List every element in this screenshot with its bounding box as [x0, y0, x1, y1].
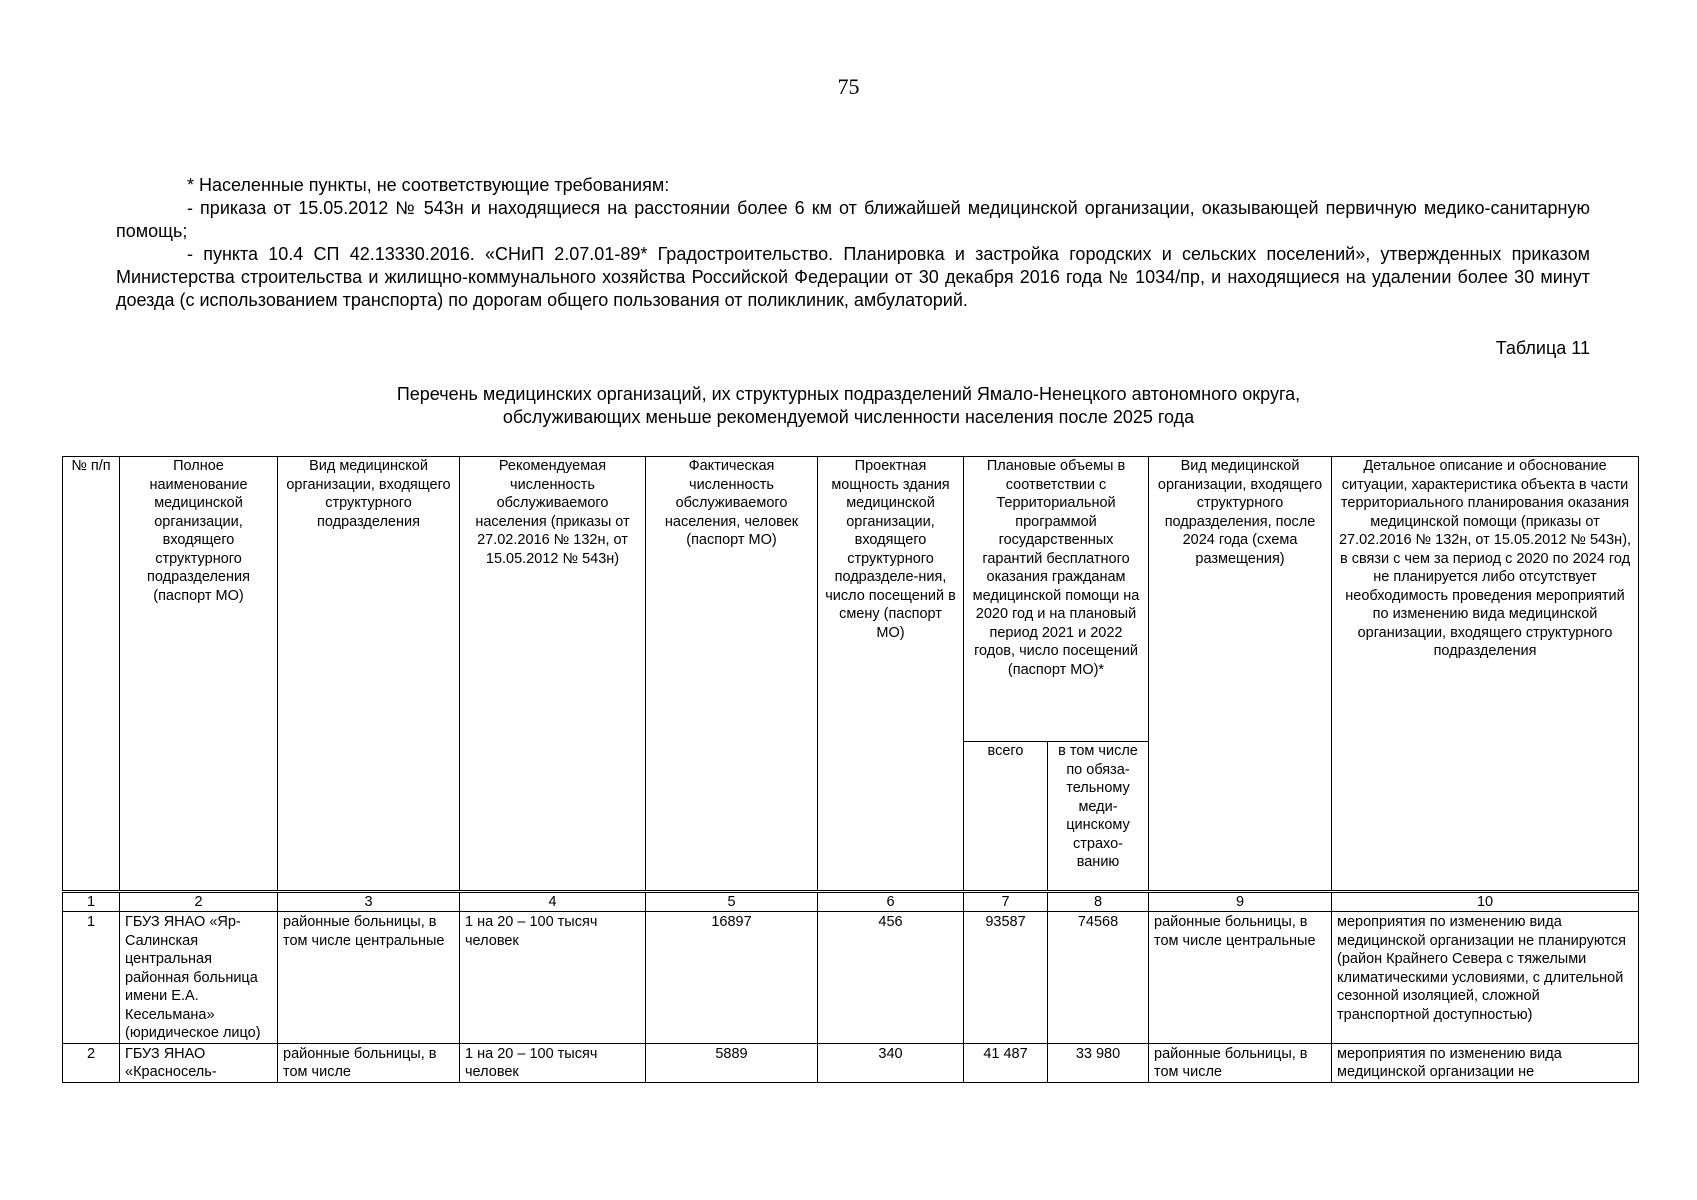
row-number: 2: [63, 1043, 120, 1082]
organizations-table: [62, 456, 1639, 1083]
footnote-block: [116, 174, 1590, 312]
row-number: 1: [63, 912, 120, 1044]
table-row: [63, 1043, 1639, 1082]
org-type-after-2024: районные больницы, в том числе центральные: [1149, 912, 1332, 1044]
footnote-item-snip: - пункта 10.4 СП 42.13330.2016. «СНиП 2.07.01-89* Градостроительство. Планировка и застройка городских и сельских поселений», утвержденных приказом Министерства строительства и жилищно-коммунального хозяйства Российской Федерации от 30 декабря 2016 года № 1034/пр, и находящиеся на удалении более 30 минут доезда (с использованием транспорта) по дорогам общего пользования от поликлиник, амбулаторий.: [116, 244, 1590, 310]
org-type: районные больницы, в том числе центральные: [278, 912, 460, 1044]
table-label: Таблица 11: [1495, 338, 1590, 358]
footnote-item-order: - приказа от 15.05.2012 № 543н и находящиеся на расстоянии более 6 км от ближайшей медицинской организации, оказывающей первичную медико-санитарную помощь;: [116, 198, 1590, 241]
recommended-population: 1 на 20 – 100 тысяч человек: [460, 1043, 646, 1082]
header-description: Детальное описание и обоснование ситуации, характеристика объекта в части территориального планирования оказания медицинской помощи (приказы от 27.02.2016 № 132н, от 15.05.2012 № 543н), в связи с чем за период с 2020 по 2024 год не планируется либо отсутствует необходимость проведения мероприятий по изменению вида медицинской организации, входящего структурного подразделения: [1332, 457, 1639, 892]
table-title-line-2: обслуживающих меньше рекомендуемой численности населения после 2025 года: [502, 407, 1195, 427]
header-actual-population: Фактическая численность обслуживаемого населения, человек (паспорт МО): [646, 457, 818, 892]
column-number-row: [63, 892, 1639, 912]
header-design-capacity: Проектная мощность здания медицинской организации, входящего структурного подразделе-ния, число посещений в смену (паспорт МО): [818, 457, 964, 892]
org-type: районные больницы, в том числе: [278, 1043, 460, 1082]
planned-oms: 74568: [1048, 912, 1149, 1044]
header-planned-oms: в том числе по обяза-тельному меди-цинскому страхо-ванию: [1048, 742, 1149, 892]
column-number: 8: [1048, 892, 1149, 912]
table-row: [63, 912, 1639, 1044]
header-org-type-after-2024: Вид медицинской организации, входящего структурного подразделения, после 2024 года (схема размещения): [1149, 457, 1332, 892]
column-number: 5: [646, 892, 818, 912]
actual-population: 5889: [646, 1043, 818, 1082]
column-number: 10: [1332, 892, 1639, 912]
org-type-after-2024: районные больницы, в том числе: [1149, 1043, 1332, 1082]
table-title-line-1: Перечень медицинских организаций, их структурных подразделений Ямало-Ненецкого автономного округа,: [396, 384, 1301, 404]
design-capacity: 456: [818, 912, 964, 1044]
header-org-name: Полное наименование медицинской организации, входящего структурного подразделения (паспорт МО): [120, 457, 278, 892]
column-number: 3: [278, 892, 460, 912]
column-number: 2: [120, 892, 278, 912]
column-number: 6: [818, 892, 964, 912]
planned-oms: 33 980: [1048, 1043, 1149, 1082]
org-name: ГБУЗ ЯНАО «Красносель-: [120, 1043, 278, 1082]
header-number: № п/п: [63, 457, 120, 892]
actual-population: 16897: [646, 912, 818, 1044]
recommended-population: 1 на 20 – 100 тысяч человек: [460, 912, 646, 1044]
design-capacity: 340: [818, 1043, 964, 1082]
planned-total: 93587: [964, 912, 1048, 1044]
column-number: 4: [460, 892, 646, 912]
page-number: 75: [837, 74, 860, 99]
column-number: 1: [63, 892, 120, 912]
org-name: ГБУЗ ЯНАО «Яр-Салинская центральная районная больница имени Е.А. Кесельмана» (юридическое лицо): [120, 912, 278, 1044]
header-planned-volumes: Плановые объемы в соответствии с Территориальной программой государственных гарантий бесплатного оказания гражданам медицинской помощи на 2020 год и на плановый период 2021 и 2022 годов, число посещений (паспорт МО)*: [964, 457, 1149, 742]
description: мероприятия по изменению вида медицинской организации не: [1332, 1043, 1639, 1082]
column-number: 7: [964, 892, 1048, 912]
footnote-heading: * Населенные пункты, не соответствующие требованиям:: [187, 175, 670, 195]
header-recommended-population: Рекомендуемая численность обслуживаемого населения (приказы от 27.02.2016 № 132н, от 15.05.2012 № 543н): [460, 457, 646, 892]
planned-total: 41 487: [964, 1043, 1048, 1082]
header-row: [63, 457, 1639, 742]
column-number: 9: [1149, 892, 1332, 912]
header-planned-total: всего: [964, 742, 1048, 892]
description: мероприятия по изменению вида медицинской организации не планируются (район Крайнего Севера с тяжелыми климатическими условиями, с длительной сезонной изоляцией, сложной транспортной доступностью): [1332, 912, 1639, 1044]
table-title: [0, 383, 1697, 429]
header-org-type: Вид медицинской организации, входящего структурного подразделения: [278, 457, 460, 892]
